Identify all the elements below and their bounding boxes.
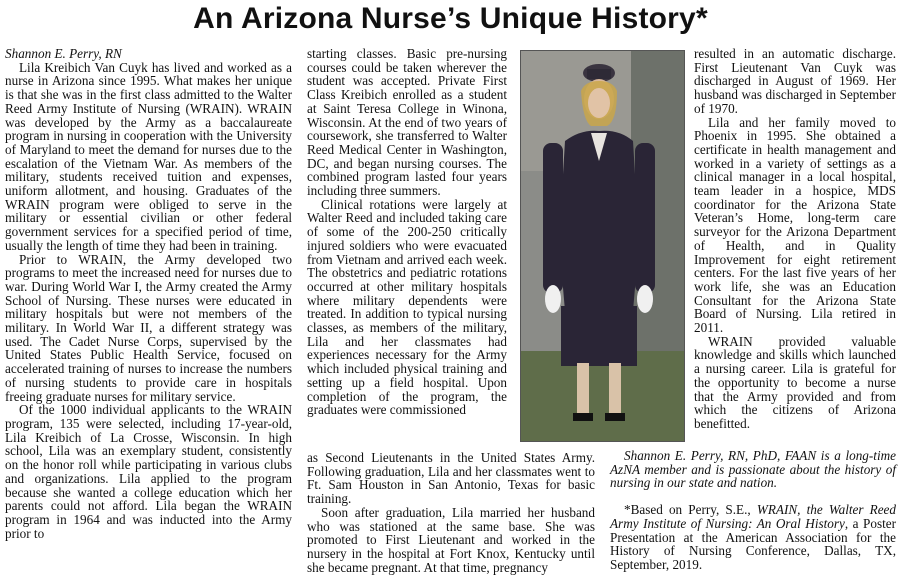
footnote-post: , a Poster Presentation at the American Association for the History of Nursing Conference, Dallas, TX, September, 2019.	[610, 515, 897, 572]
footnote	[610, 503, 896, 572]
paragraph: as Second Lieutenants in the United States Army. Following graduation, Lila and her classmates went to Ft. Sam Houston in San Antonio, Texas for basic training.	[307, 450, 595, 507]
paragraph: resulted in an automatic discharge. First Lieutenant Van Cuyk was discharged in August of 1969. Her husband was discharged in September of 1970.	[694, 46, 896, 116]
paragraph: WRAIN provided valuable knowledge and skills which launched a nursing career. Lila is grateful for the opportunity to become a nurse that the Army provided and from which the citizens of Arizona benefitted.	[694, 333, 896, 431]
paragraph: Lila and her family moved to Phoenix in 1995. She obtained a certificate in health management and worked in a variety of settings as a clinical manager in a local hospital, team leader in a hospice, MDS coordinator for the Arizona State Veteran’s Home, long-term care surveyor for the Arizona Department of Health, and in Quality Improvement for eight retirement centers. For the last five years of her work life, she was an Education Consultant for the Arizona State Board of Nursing. Lila retired in 2011.	[694, 114, 896, 336]
paragraph: Prior to WRAIN, the Army developed two programs to meet the increased need for nurses due to war. During World War I, the Army created the Army School of Nursing. These nurses were educated in military hospitals but were not members of the military. In World War II, a different strategy was used. The Cadet Nurse Corps, supervised by the United States Public Health Service, focused on accelerated training of nurses to increase the numbers of nursing students to provide care in hospitals freeing graduate nurses for military service.	[5, 251, 292, 404]
paragraph: Clinical rotations were largely at Walter Reed and included taking care of some of the 200-250 critically injured soldiers who were evacuated from Vietnam and arrived each week. The obstetrics and pediatric rotations occurred at other military hospitals where military dependents were treated. In addition to typical nursing classes, as members of the military, Lila and her classmates had experiences necessary for the Army which included physical training and setting up a field hospital. Upon completion of the program, the graduates were commissioned	[307, 196, 507, 418]
byline: Shannon E. Perry, RN	[5, 46, 122, 61]
article-title: An Arizona Nurse’s Unique History*	[193, 2, 708, 35]
column-3-lower	[610, 449, 896, 572]
column-3	[694, 47, 896, 431]
author-note: Shannon E. Perry, RN, PhD, FAAN is a long-time AzNA member and is passionate about the history of nursing in our state and nation.	[610, 448, 896, 491]
paragraph: starting classes. Basic pre-nursing courses could be taken wherever the student was accepted. Private First Class Kreibich enrolled as a student at Saint Teresa College in Winona, Wisconsin. At the end of two years of coursework, she transferred to Walter Reed Medical Center in Washington, DC, and began nursing courses. The combined program lasted four years including three summers.	[307, 46, 507, 199]
footnote-title: WRAIN, the Walter Reed Army Institute of Nursing: An Oral History	[610, 502, 897, 531]
column-2	[307, 47, 507, 417]
photo-illustration	[521, 51, 684, 441]
uniformed-nurse-photo	[520, 50, 685, 442]
column-1	[5, 47, 292, 540]
paragraph: Soon after graduation, Lila married her husband who was stationed at the same base. She was promoted to First Lieutenant and worked in the nursery in the hospital at Fort Knox, Kentucky until she became pregnant. At that time, pregnancy	[307, 504, 595, 575]
footnote-pre: *Based on Perry, S.E.,	[624, 502, 757, 518]
column-2-lower	[307, 451, 595, 574]
paragraph: Of the 1000 individual applicants to the WRAIN program, 135 were selected, including 17-year-old, Lila Kreibich of La Crosse, Wisconsin. In high school, Lila was an exemplary student, consistently on the honor roll while participating in various clubs and organizations. Lila applied to the program because she wanted a college education which her parents could not afford. Lila began the WRAIN program in 1964 and was inducted into the Army prior to	[5, 402, 292, 541]
paragraph: Lila Kreibich Van Cuyk has lived and worked as a nurse in Arizona since 1995. What makes her unique is that she was in the first class admitted to the Walter Reed Army Institute of Nursing (WRAIN). WRAIN was developed by the Army as a baccalaureate program in nursing in cooperation with the University of Maryland to meet the demand for nurses due to the escalation of the Vietnam War. As members of the military, students received tuition and expenses, uniform allotment, and housing. Graduates of the WRAIN program were obliged to serve in the military or essential civilian or other federal government services for a specified period of time, usually the length of time they had been in training.	[5, 59, 292, 253]
